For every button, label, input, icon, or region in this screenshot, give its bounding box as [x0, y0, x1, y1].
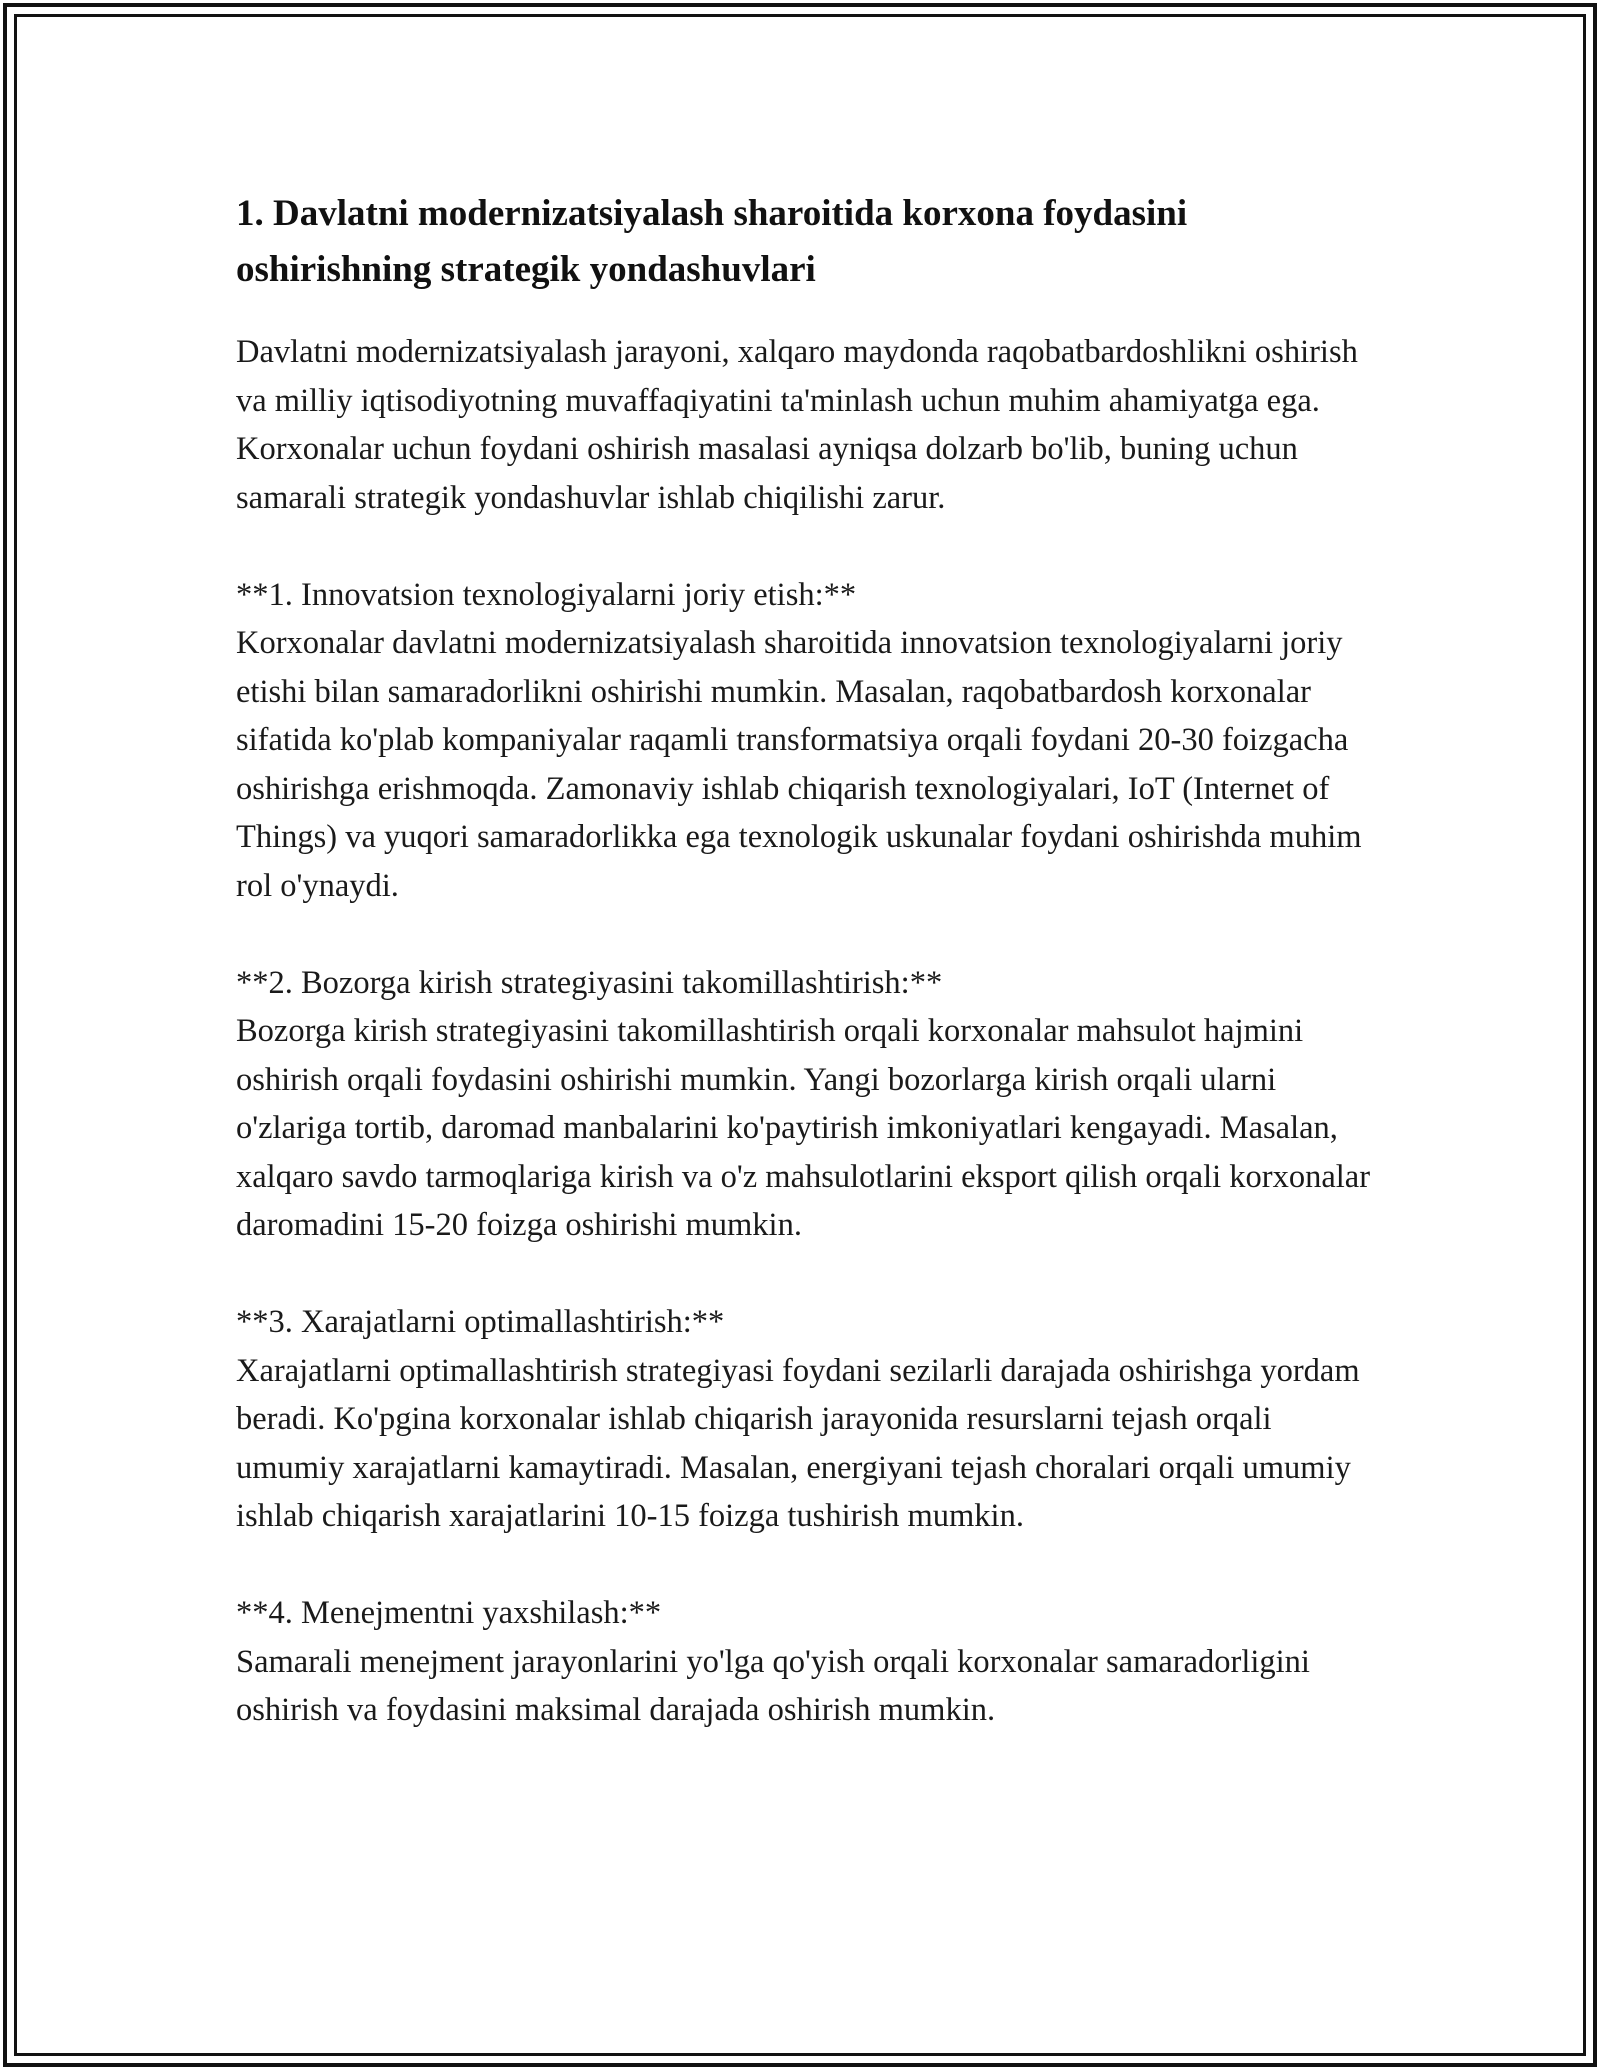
- intro-paragraph: Davlatni modernizatsiyalash jarayoni, xalqaro maydonda raqobatbardoshlikni oshirish va milliy iqtisodiyotning muvaffaqiyatini ta'minlash uchun muhim ahamiyatga ega. Korxonalar uchun foydani oshirish masalasi ayniqsa dolzarb bo'lib, buning uchun samarali strategik yondashuvlar ishlab chiqilishi zarur.: [236, 334, 1358, 516]
- section-paragraph: Bozorga kirish strategiyasini takomillashtirish orqali korxonalar mahsulot hajmini oshirish orqali foydasini oshirishi mumkin. Yangi bozorlarga kirish orqali ularni o'zlariga tortib, daromad manbalarini ko'paytirish imkoniyatlari kengayadi. Masalan, xalqaro savdo tarmoqlariga kirish va o'z mahsulotlarini eksport qilish orqali korxonalar daromadini 15-20 foizga oshirishi mumkin.: [236, 1013, 1371, 1243]
- section-management: [236, 1589, 1376, 1735]
- section-heading: **3. Xarajatlarni optimallashtirish:**: [236, 1304, 725, 1340]
- page-title: 1. Davlatni modernizatsiyalash sharoitida korxona foydasini oshirishning strategik yondashuvlari: [236, 193, 1188, 290]
- section-heading: **1. Innovatsion texnologiyalarni joriy etish:**: [236, 576, 857, 613]
- section-innovation: [236, 571, 1376, 911]
- section-paragraph: Samarali menejment jarayonlarini yo'lga qo'yish orqali korxonalar samaradorligini oshirish va foydasini maksimal darajada oshirish mumkin.: [236, 1643, 1310, 1728]
- section-cost-optimization: [236, 1298, 1376, 1541]
- section-market-entry: [236, 959, 1376, 1250]
- section-heading: **2. Bozorga kirish strategiyasini takomillashtirish:**: [236, 964, 943, 1001]
- section-heading: **4. Menejmentni yaxshilash:**: [236, 1595, 662, 1631]
- section-paragraph: Xarajatlarni optimallashtirish strategiyasi foydani sezilarli darajada oshirishga yordam beradi. Ko'pgina korxonalar ishlab chiqarish jarayonida resurslarni tejash orqali umumiy xarajatlarni kamaytiradi. Masalan, energiyani tejash choralari orqali umumiy ishlab chiqarish xarajatlarini 10-15 foizga tushirish mumkin.: [236, 1352, 1360, 1534]
- document-body: [236, 186, 1376, 1735]
- section-paragraph: Korxonalar davlatni modernizatsiyalash sharoitida innovatsion texnologiyalarni joriy etishi bilan samaradorlikni oshirishi mumkin. Masalan, raqobatbardosh korxonalar sifatida ko'plab kompaniyalar raqamli transformatsiya orqali foydani 20-30 foizgacha oshirishga erishmoqda. Zamonaviy ishlab chiqarish texnologiyalari, IoT (Internet of Things) va yuqori samaradorlikka ega texnologik uskunalar foydani oshirishda muhim rol o'ynaydi.: [236, 625, 1362, 904]
